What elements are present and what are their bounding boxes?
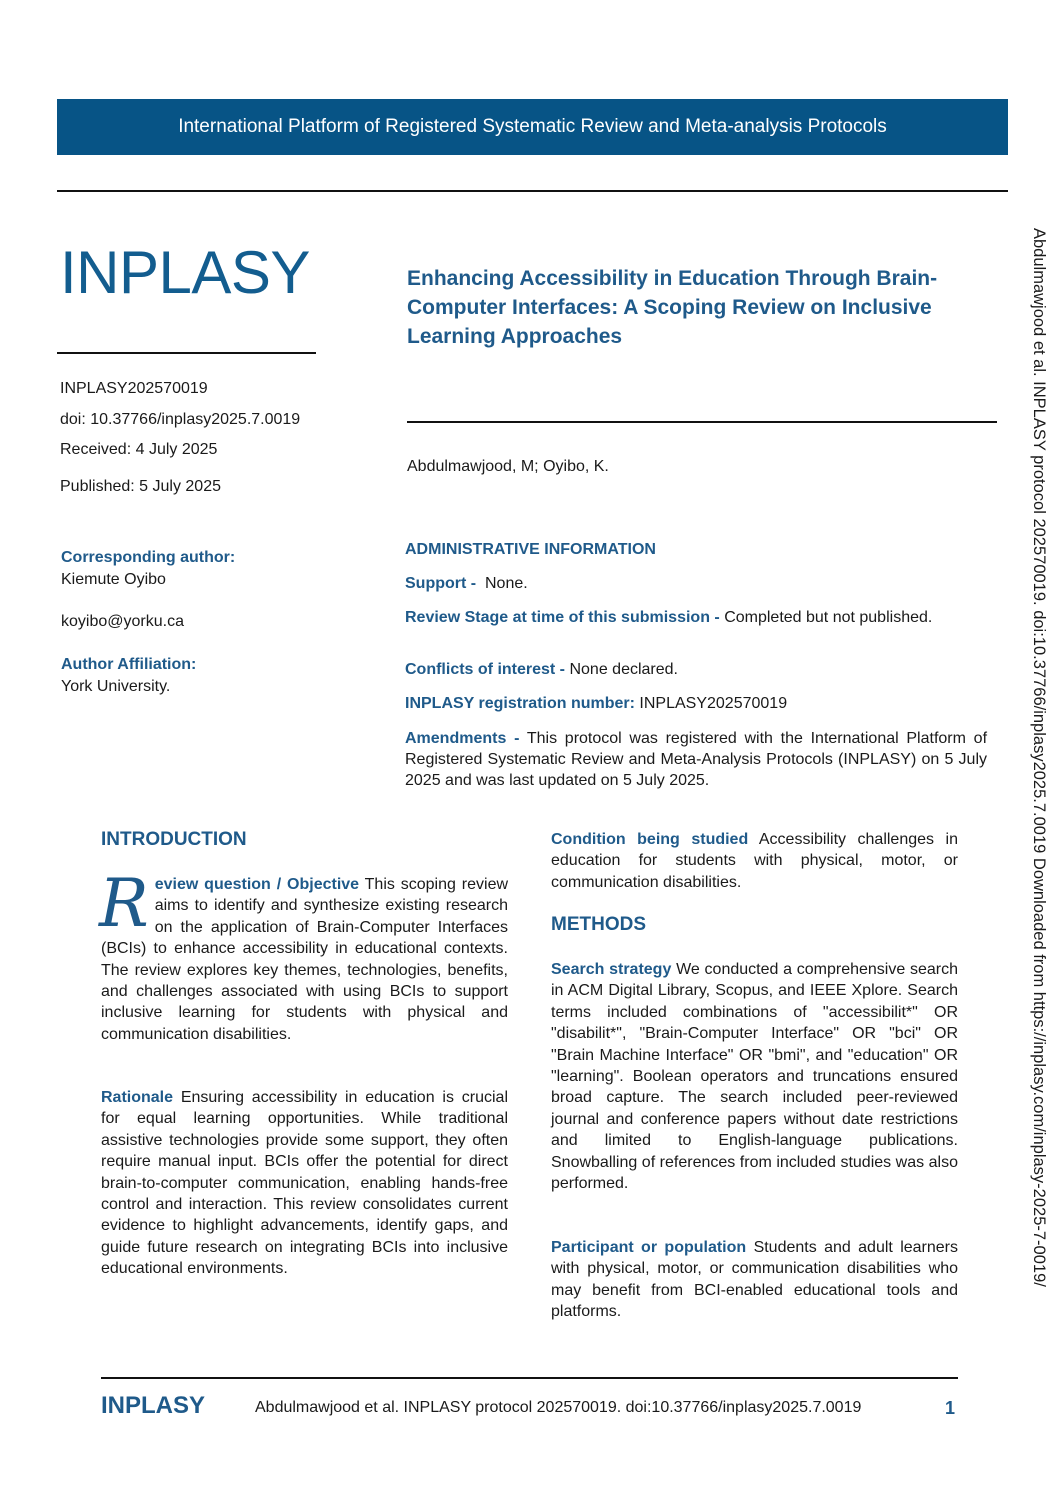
logo-underline bbox=[57, 352, 316, 354]
intro-heading: INTRODUCTION bbox=[101, 829, 247, 850]
methods-heading: METHODS bbox=[551, 914, 646, 935]
banner-text: International Platform of Registered Systematic Review and Meta-analysis Protocols bbox=[178, 116, 887, 137]
top-divider bbox=[57, 190, 1008, 192]
dropcap: R bbox=[99, 865, 149, 942]
footer-divider bbox=[101, 1377, 958, 1379]
regnum-value: INPLASY202570019 bbox=[639, 695, 788, 712]
published-date: Published: 5 July 2025 bbox=[60, 478, 221, 495]
conflicts-label: Conflicts of interest - bbox=[405, 661, 566, 678]
review-question-paragraph bbox=[99, 865, 509, 1045]
condition-label: Condition being studied bbox=[551, 831, 749, 848]
admin-amendments bbox=[405, 728, 987, 791]
search-paragraph bbox=[551, 959, 958, 1194]
inplasy-logo: INPLASY bbox=[60, 239, 310, 306]
corresponding-label: Corresponding author: bbox=[61, 549, 236, 566]
admin-heading: ADMINISTRATIVE INFORMATION bbox=[405, 541, 656, 558]
footer-citation: Abdulmawjood et al. INPLASY protocol 202570019. doi:10.37766/inplasy2025.7.0019 bbox=[255, 1399, 862, 1416]
support-label: Support - bbox=[405, 575, 477, 592]
conflicts-value: None declared. bbox=[569, 661, 678, 678]
affiliation-value: York University. bbox=[61, 678, 171, 695]
side-citation bbox=[1026, 228, 1056, 1388]
protocol-id: INPLASY202570019 bbox=[60, 380, 208, 397]
corresponding-name: Kiemute Oyibo bbox=[61, 571, 166, 588]
admin-support bbox=[405, 573, 987, 594]
page-number: 1 bbox=[945, 1398, 956, 1418]
amend-label: Amendments - bbox=[405, 730, 520, 747]
rq-label: eview question / Objective bbox=[154, 876, 360, 893]
received-date: Received: 4 July 2025 bbox=[60, 441, 218, 458]
corresponding-email[interactable]: koyibo@yorku.ca bbox=[61, 613, 184, 630]
participant-text: Students and adult learners with physical, motor, or communication disabilities who may benefit from BCI-enabled educational tools and platforms. bbox=[551, 1239, 959, 1321]
title-divider bbox=[407, 421, 997, 423]
authors: Abdulmawjood, M; Oyibo, K. bbox=[407, 458, 609, 475]
admin-regnum bbox=[405, 693, 987, 714]
rationale-text: Ensuring accessibility in education is crucial for equal learning opportunities. While traditional assistive technologies provide some support, they often require manual input. BCIs offer the potential for direct brain-to-computer communication, enabling hands-free control and interaction. This review consolidates current evidence to highlight advancements, identify gaps, and guide future research on integrating BCIs into inclusive educational environments. bbox=[101, 1089, 508, 1278]
header-banner bbox=[57, 99, 1008, 155]
footer-logo: INPLASY bbox=[101, 1392, 206, 1419]
participant-paragraph bbox=[551, 1237, 958, 1323]
condition-paragraph bbox=[551, 829, 958, 893]
amend-value: This protocol was registered with the International Platform of Registered Systematic Review and Meta-Analysis Protocols (INPLASY) on 5 July 2025 and was last updated on 5 July 2025. bbox=[405, 730, 988, 789]
search-text: We conducted a comprehensive search in ACM Digital Library, Scopus, and IEEE Xplore. Search terms included combinations of "accessibilit*" OR "disabilit*", "Brain-Computer Interface" OR "bci" OR "Brain Machine Interface" OR "bmi", and "education" OR "learning". Boolean operators and truncations ensured broad capture. The search included peer-reviewed journal and conference papers without date restrictions and limited to English-language publications. Snowballing of references from included studies was also performed. bbox=[551, 961, 958, 1193]
admin-conflicts bbox=[405, 659, 987, 680]
side-citation-text[interactable]: Abdulmawjood et al. INPLASY protocol 202570019. doi:10.37766/inplasy2025.7.0019 Downloaded from https://inplasy.com/inplasy-2025-7-0019/ bbox=[1030, 228, 1048, 1287]
affiliation-label: Author Affiliation: bbox=[61, 656, 197, 673]
admin-stage bbox=[405, 607, 987, 628]
rq-text: This scoping review aims to identify and synthesize existing research on the application of Brain-Computer Interfaces (BCIs) to enhance accessibility in educational contexts. The review explores key themes, technologies, benefits, and challenges associated with using BCIs to support inclusive learning for students with physical and communication disabilities. bbox=[101, 876, 509, 1043]
rationale-label: Rationale bbox=[101, 1089, 174, 1106]
stage-label: Review Stage at time of this submission - bbox=[405, 609, 720, 626]
search-label: Search strategy bbox=[551, 961, 672, 978]
participant-label: Participant or population bbox=[551, 1239, 747, 1256]
paper-title: Enhancing Accessibility in Education Through Brain-Computer Interfaces: A Scoping Review on Inclusive Learning Approaches bbox=[407, 267, 938, 348]
doi: doi: 10.37766/inplasy2025.7.0019 bbox=[60, 411, 301, 428]
regnum-label: INPLASY registration number: bbox=[405, 695, 635, 712]
support-value: None. bbox=[484, 575, 528, 592]
stage-value: Completed but not published. bbox=[724, 609, 933, 626]
condition-text: Accessibility challenges in education for students with physical, motor, or communication disabilities. bbox=[551, 831, 958, 891]
rationale-paragraph bbox=[101, 1087, 508, 1280]
